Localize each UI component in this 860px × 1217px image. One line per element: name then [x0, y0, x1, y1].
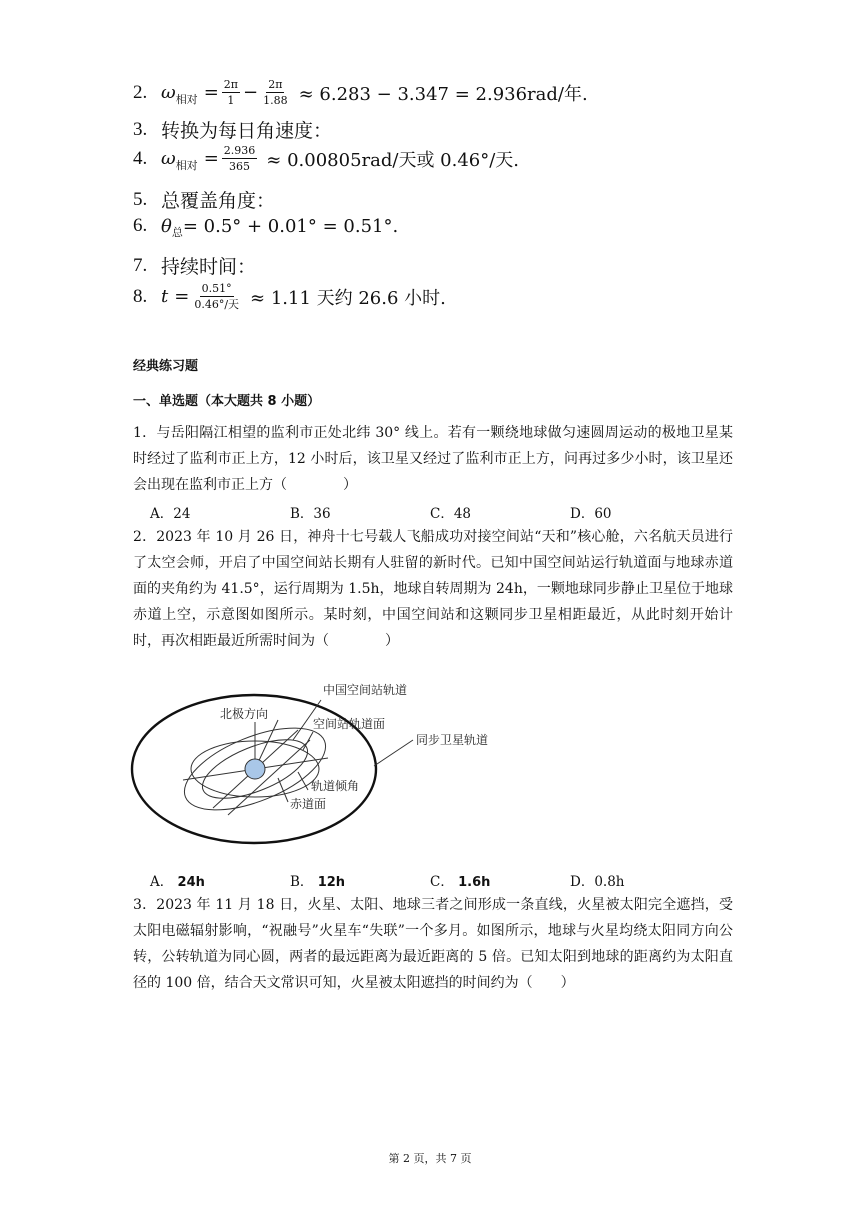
- fraction: $\frac{0.51^\circ}{\text{0.46°/天}}$: [194, 282, 240, 312]
- question-2-options: [150, 870, 710, 890]
- solution-step-5: 5. 总覆盖角度：: [133, 186, 275, 213]
- option-b[interactable]: B． 12h: [290, 874, 346, 890]
- section-title: 经典练习题: [133, 359, 199, 374]
- omega-relative-equation: ω 相对 = $\frac{2\pi}{1}$ − $\frac{2\pi}{1.88}$ ≈ 6.283 − 3.347 = 2.936rad/年.: [161, 78, 588, 108]
- solution-step-4: 4. ω 相对 = $\frac{2.936}{365}$ ≈ 0.00805rad/天或 0.46°/天.: [133, 144, 520, 174]
- solution-step-6: 6. θ 总 = 0.5° + 0.01° = 0.51°.: [133, 215, 399, 239]
- option-d[interactable]: D．0.8h: [570, 874, 625, 890]
- fraction: $\frac{2\pi}{1}$: [223, 78, 239, 108]
- page-footer: 第 2 页，共 7 页: [388, 1152, 472, 1165]
- fraction: $\frac{2.936}{365}$: [223, 144, 256, 174]
- leader-equator: [278, 778, 288, 802]
- solution-step-3: 3. 转换为每日角速度：: [133, 116, 332, 143]
- option-a[interactable]: A．24: [150, 506, 191, 522]
- question-2: 2．2023 年 10 月 26 日，神舟十七号载人飞船成功对接空间站“天和”核心舱，六名航天员进行了太空会师，开启了中国空间站长期有人驻留的新时代。已知中国空间站运行轨道面与地球赤道面的夹角约为 41.5°，运行周期为 1.5h，地球自转周期为 24h，一颗地球同步静止卫星位于地球赤道上空，示意图如图所示。某时刻，中国空间站和这颗同步卫星相距最近，从此时刻开始计时，再次相距最近所需时间为（ ）: [133, 529, 733, 649]
- step-number: 2.: [133, 81, 148, 103]
- label-station-plane: 空间站轨道面: [313, 717, 386, 731]
- question-1: 1．与岳阳隔江相望的监利市正处北纬 30° 线上。若有一颗绕地球做匀速圆周运动的极地卫星某时经过了监利市正上方，12 小时后，该卫星又经过了监利市正上方，问再过多少小时，该卫星还会出现在监利市正上方（ ）: [133, 425, 733, 493]
- part-title: 一、单选题（本大题共 8 小题）: [133, 394, 321, 409]
- label-inclination: 轨道倾角: [311, 779, 360, 793]
- step-heading: 总覆盖角度：: [161, 190, 276, 212]
- solution-step-7: 7. 持续时间：: [133, 252, 256, 279]
- question-1-options: [150, 502, 710, 522]
- label-equator: 赤道面: [290, 797, 327, 811]
- option-d[interactable]: D．60: [570, 506, 612, 522]
- option-c[interactable]: C．48: [430, 506, 472, 522]
- solution-step-8: 8. t = $\frac{0.51^\circ}{\text{0.46°/天}}$ ≈ 1.11 天约 26.6 小时.: [133, 282, 446, 312]
- step-heading: 持续时间：: [161, 256, 257, 278]
- leader-station-plane: [303, 732, 313, 750]
- option-a[interactable]: A． 24h: [150, 874, 205, 890]
- fraction: $\frac{2\pi}{1.88}$: [263, 78, 288, 108]
- total-angle-equation: θ 总 = 0.5° + 0.01° = 0.51°.: [161, 215, 399, 239]
- label-north: 北极方向: [220, 707, 269, 721]
- option-c[interactable]: C． 1.6h: [430, 874, 491, 890]
- leader-geo-orbit: [374, 740, 413, 766]
- daily-omega-equation: ω 相对 = $\frac{2.936}{365}$ ≈ 0.00805rad/天或 0.46°/天.: [161, 144, 520, 174]
- label-geo-orbit: 同步卫星轨道: [416, 733, 489, 747]
- step-heading: 转换为每日角速度：: [161, 120, 333, 142]
- question-3: 3．2023 年 11 月 18 日，火星、太阳、地球三者之间形成一条直线，火星被太阳完全遮挡，受太阳电磁辐射影响，“祝融号”火星车“失联”一个多月。如图所示，地球与火星均绕太阳同方向公转，公转轨道为同心圆，两者的最远距离为最近距离的 5 倍。已知太阳到地球的距离约为太阳直径的 100 倍，结合天文常识可知，火星被太阳遮挡的时间约为（ ）: [133, 897, 733, 991]
- solution-step-2: [133, 78, 588, 107]
- option-b[interactable]: B．36: [290, 506, 331, 522]
- earth: [245, 759, 265, 779]
- label-station-orbit: 中国空间站轨道: [323, 683, 408, 697]
- duration-equation: t = $\frac{0.51^\circ}{\text{0.46°/天}}$ ≈ 1.11 天约 26.6 小时.: [161, 282, 446, 312]
- orbit-diagram: [128, 680, 528, 850]
